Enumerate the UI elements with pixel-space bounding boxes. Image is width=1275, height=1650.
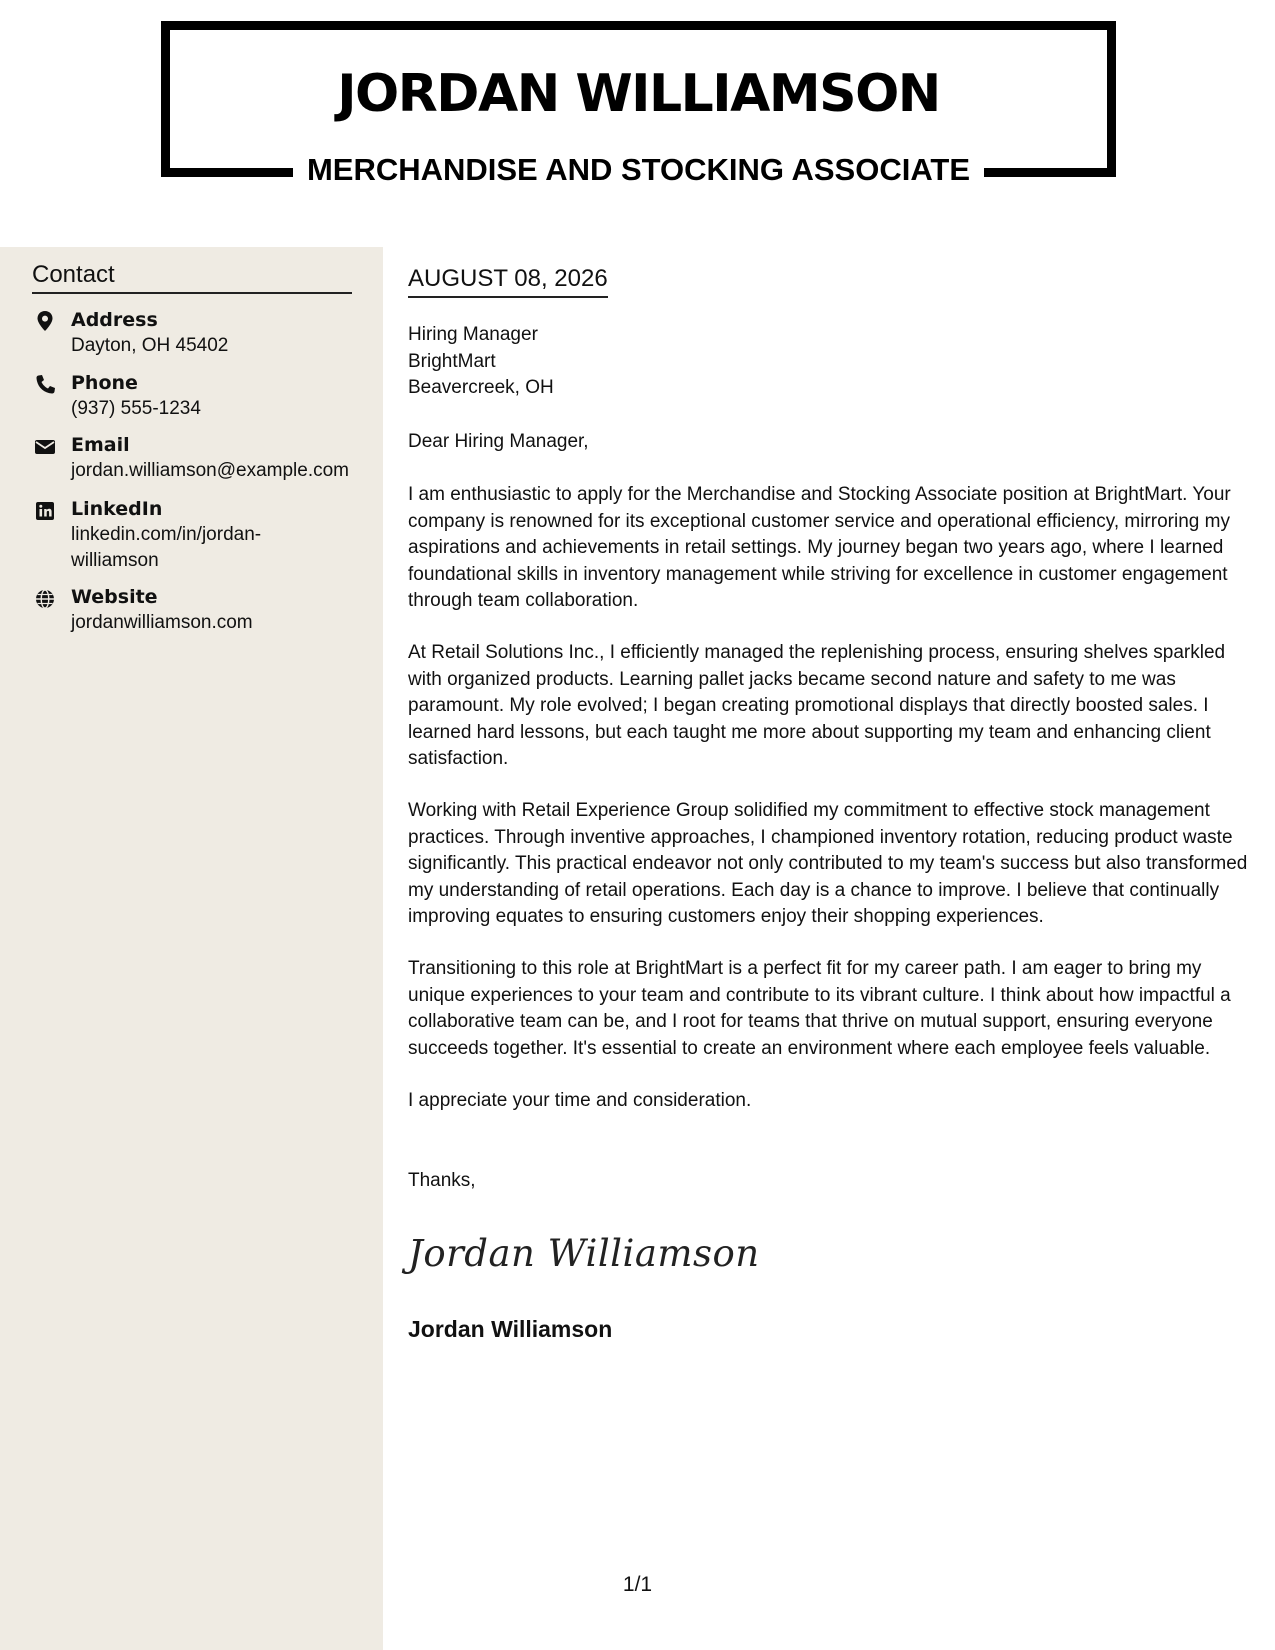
contact-label: LinkedIn (71, 498, 163, 520)
address-value: Dayton, OH 45402 (71, 335, 229, 356)
applicant-name: JORDAN WILLIAMSON (337, 64, 940, 124)
contact-label: Phone (71, 372, 138, 394)
email-value[interactable]: jordan.williamson@example.com (71, 460, 350, 481)
website-value[interactable]: jordanwilliamson.com (71, 612, 253, 633)
linkedin-icon (32, 498, 58, 524)
signer-name: Jordan Williamson (408, 1316, 613, 1342)
recipient-company: BrightMart (408, 350, 496, 372)
signature (408, 1224, 760, 1284)
map-pin-icon (32, 309, 58, 335)
phone-icon (32, 372, 58, 398)
globe-icon (32, 586, 58, 612)
email-icon (32, 434, 58, 460)
body-paragraph: Transitioning to this role at BrightMart is a perfect fit for my career path. I am eager to bring my unique experiences to your team and contribute to its vibrant culture. I think about how impactful a collaborative team can be, and I root for teams that thrive on mutual support, ensuring everyone succeeds together. It's essential to create an environment where each employee feels valuable. (408, 958, 1231, 1059)
job-title: MERCHANDISE AND STOCKING ASSOCIATE (306, 152, 971, 187)
contact-label: Website (71, 586, 158, 608)
page-number: 1/1 (622, 1573, 653, 1596)
body-paragraph: At Retail Solutions Inc., I efficiently managed the replenishing process, ensuring shelves sparkled with organized products. Learning pallet jacks became second nature and safety to me was paramount. My role evolved; I began creating promotional displays that directly boosted sales. I learned hard lessons, but each taught me more about supporting my team and enhancing client satisfaction. (408, 642, 1226, 769)
body-paragraph: I appreciate your time and consideration. (408, 1090, 752, 1111)
contact-label: Address (71, 309, 158, 331)
body-paragraph: Working with Retail Experience Group solidified my commitment to effective stock management practices. Through inventive approaches, I championed inventory rotation, reducing product waste significantly. This practical endeavor not only contributed to my team's success but also transformed my understanding of retail operations. Each day is a chance to improve. I believe that continually improving equates to ensuring customers enjoy their shopping experiences. (408, 800, 1248, 927)
body-paragraph: I am enthusiastic to apply for the Merchandise and Stocking Associate position at BrightMart. Your company is renowned for its exceptional customer service and operational efficiency, mirroring my aspirations and achievements in retail settings. My journey began two years ago, where I learned foundational skills in inventory management while striving for excellence in customer engagement through team collaboration. (408, 484, 1231, 611)
contact-heading: Contact (32, 258, 352, 294)
recipient-block (408, 322, 554, 402)
contact-label: Email (71, 434, 130, 456)
recipient-location: Beavercreek, OH (408, 377, 554, 398)
linkedin-value[interactable]: linkedin.com/in/jordan-williamson (71, 524, 262, 571)
signature-script: Jordan Williamson (408, 1232, 760, 1275)
letter-date: AUGUST 08, 2026 (408, 262, 608, 298)
closing: Thanks, (408, 1170, 476, 1191)
salutation: Dear Hiring Manager, (408, 431, 589, 452)
recipient-name: Hiring Manager (408, 324, 538, 345)
phone-value: (937) 555-1234 (71, 398, 201, 419)
letter-body (408, 262, 1253, 1342)
